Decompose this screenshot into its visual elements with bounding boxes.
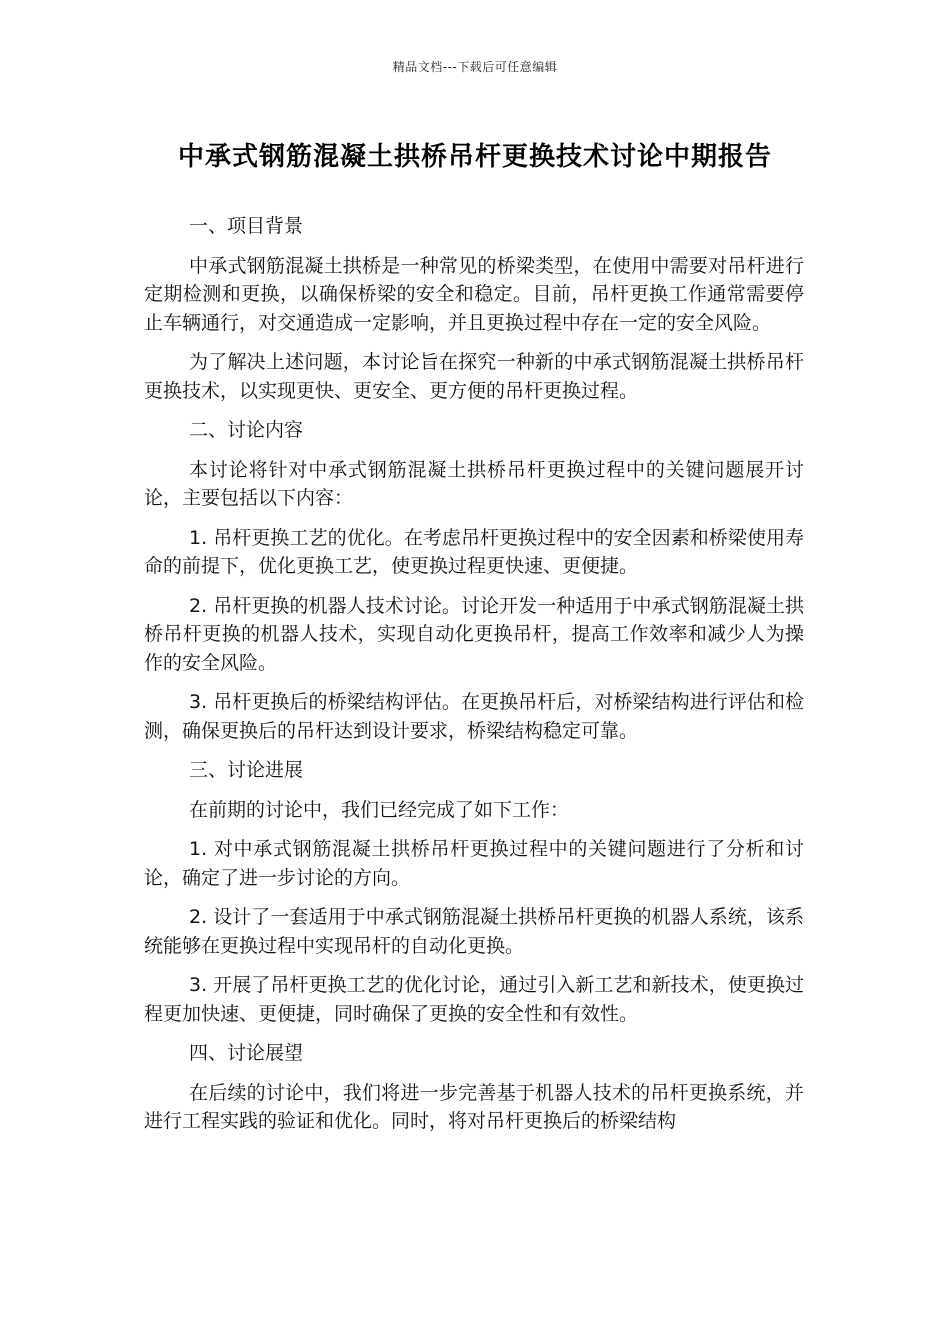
list-item: 1. 吊杆更换工艺的优化。在考虑吊杆更换过程中的安全因素和桥梁使用寿命的前提下，优化更换工艺，使更换过程更快速、更便捷。	[144, 526, 804, 577]
paragraph: 在前期的讨论中，我们已经完成了如下工作：	[189, 798, 570, 821]
section-heading: 一、项目背景	[189, 215, 304, 237]
list-item: 2. 吊杆更换的机器人技术讨论。讨论开发一种适用于中承式钢筋混凝土拱桥吊杆更换的机器人技术，实现自动化更换吊杆，提高工作效率和减少人为操作的安全风险。	[144, 594, 804, 674]
paragraph: 本讨论将针对中承式钢筋混凝土拱桥吊杆更换过程中的关键问题展开讨论，主要包括以下内容：	[144, 458, 804, 509]
paragraph: 为了解决上述问题，本讨论旨在探究一种新的中承式钢筋混凝土拱桥吊杆更换技术，以实现更快、更安全、更方便的吊杆更换过程。	[144, 351, 804, 402]
document-body	[144, 212, 804, 1147]
list-item: 1. 对中承式钢筋混凝土拱桥吊杆更换过程中的关键问题进行了分析和讨论，确定了进一步讨论的方向。	[144, 838, 804, 889]
list-item: 3. 开展了吊杆更换工艺的优化讨论，通过引入新工艺和新技术，使更换过程更加快速、更便捷，同时确保了更换的安全性和有效性。	[144, 974, 804, 1025]
list-item: 2. 设计了一套适用于中承式钢筋混凝土拱桥吊杆更换的机器人系统，该系统能够在更换过程中实现吊杆的自动化更换。	[144, 906, 804, 957]
section-heading: 三、讨论进展	[189, 759, 304, 781]
list-item: 3. 吊杆更换后的桥梁结构评估。在更换吊杆后，对桥梁结构进行评估和检测，确保更换后的吊杆达到设计要求，桥梁结构稳定可靠。	[144, 691, 804, 742]
section-heading: 二、讨论内容	[189, 419, 304, 441]
paragraph: 中承式钢筋混凝土拱桥是一种常见的桥梁类型，在使用中需要对吊杆进行定期检测和更换，以确保桥梁的安全和稳定。目前，吊杆更换工作通常需要停止车辆通行，对交通造成一定影响，并且更换过程中存在一定的安全风险。	[144, 254, 804, 334]
paragraph: 在后续的讨论中，我们将进一步完善基于机器人技术的吊杆更换系统，并进行工程实践的验证和优化。同时，将对吊杆更换后的桥梁结构	[144, 1081, 804, 1132]
section-heading: 四、讨论展望	[189, 1042, 304, 1064]
document-title: 中承式钢筋混凝土拱桥吊杆更换技术讨论中期报告	[177, 142, 772, 172]
header-note: 精品文档---下载后可任意编辑	[392, 60, 558, 74]
